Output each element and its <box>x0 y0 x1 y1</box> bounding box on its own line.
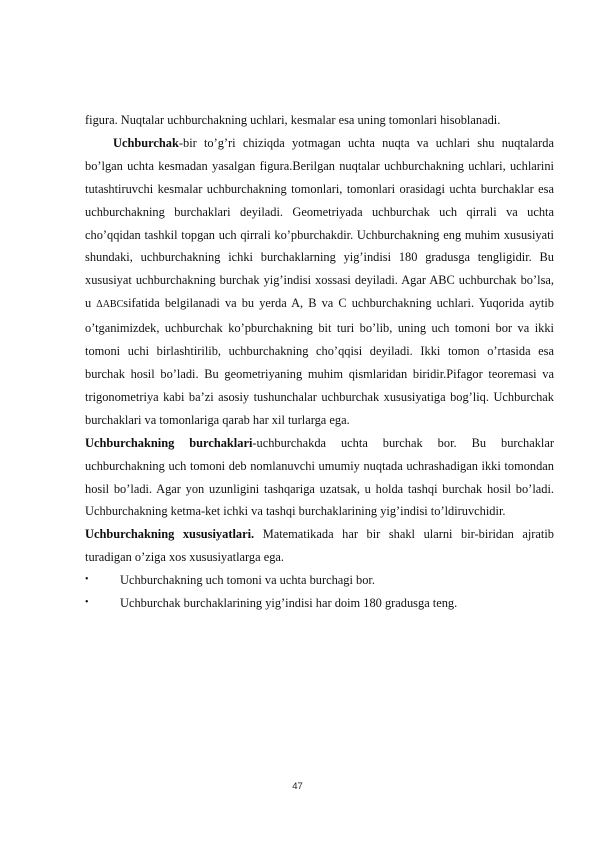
page-number: 47 <box>292 781 303 792</box>
list-item <box>85 592 554 615</box>
paragraph-triangle-definition <box>85 132 554 432</box>
bullet-icon: • <box>85 597 89 609</box>
list-item <box>85 569 554 592</box>
paragraph-figure-definition: figura. Nuqtalar uchburchakning uchlari, kesmalar esa uning tomonlari hisoblanadi. <box>85 113 501 127</box>
bullet-icon: • <box>85 574 89 586</box>
term-triangle: Uchburchak <box>113 135 179 150</box>
triangle-definition-text-2: sifatida belgilanadi va bu yerda A, B va C uchburchakning uchlari. Yuqorida aytib o’tganimizdek, uchburchak ko’pburchakning bit turi bo’lib, uning uch tomoni bor va ikki tomoni uchi birlashtirilib, uchburchakning cho’qqisi deyiladi. Ikki tomon o’rtasida esa burchak hosil bo’ladi. Bu geometriyaning muhim qismlaridan biridir.Pifagor teoremasi va trigonometriya kabi ba’zi asosiy tushunchalar uchburchak xususiyatiga bog’liq. Uchburchak burchaklari va tomonlariga qarab har xil turlarga ega. <box>85 296 554 427</box>
paragraph-triangle-angles <box>85 432 554 524</box>
triangle-properties-text: Matematikada har bir shakl ularni bir-biridan ajratib turadigan o’ziga xos xususiyatlarga ega. <box>85 527 554 565</box>
list-item-text: Uchburchakning uch tomoni va uchta burchagi bor. <box>120 573 375 588</box>
paragraph-triangle-properties <box>85 523 554 569</box>
body-text <box>85 109 554 615</box>
term-triangle-properties: Uchburchakning xususiyatlari. <box>85 527 255 542</box>
list-item-text: Uchburchak burchaklarining yig’indisi har doim 180 gradusga teng. <box>120 596 458 611</box>
triangle-symbol: ΔABC <box>96 299 124 311</box>
triangle-definition-text-1: -bir to’g’ri chiziqda yotmagan uchta nuqta va uchlari shu nuqtalarda bo’lgan uchta kesmadan yasalgan figura.Berilgan nuqtalar uchburchakning uchlari, uchlarini tutashtiruvchi kesmalar uchburchakning tomonlari, tomonlari orasidagi uchta burchaklar esa uchburchakning burchaklari deyiladi. Geometriyada uchburchak uch qirrali va uchta cho’qqidan tashkil topgan uch qirrali ko’pburchakdir. Uchburchakning eng muhim xususiyati shundaki, uchburchakning ichki burchaklarning yig’indisi 180 gradusga tengligidir. Bu xususiyat uchburchakning burchak yig’indisi xossasi deyiladi. Agar ABC uchburchak bo’lsa, u <box>85 135 554 311</box>
term-triangle-angles: Uchburchakning burchaklari <box>85 435 253 450</box>
triangle-angles-text: -uchburchakda uchta burchak bor. Bu burchaklar uchburchakning uch tomoni deb nomlanuvchi umumiy nuqtada uchrashadigan ikki tomondan hosil bo’ladi. Agar yon uzunligini tashqariga uzatsak, u holda tashqi burchak hosil bo’ladi. Uchburchakning ketma-ket ichki va tashqi burchaklarining yig’indisi to’ldiruvchidir. <box>85 435 554 519</box>
